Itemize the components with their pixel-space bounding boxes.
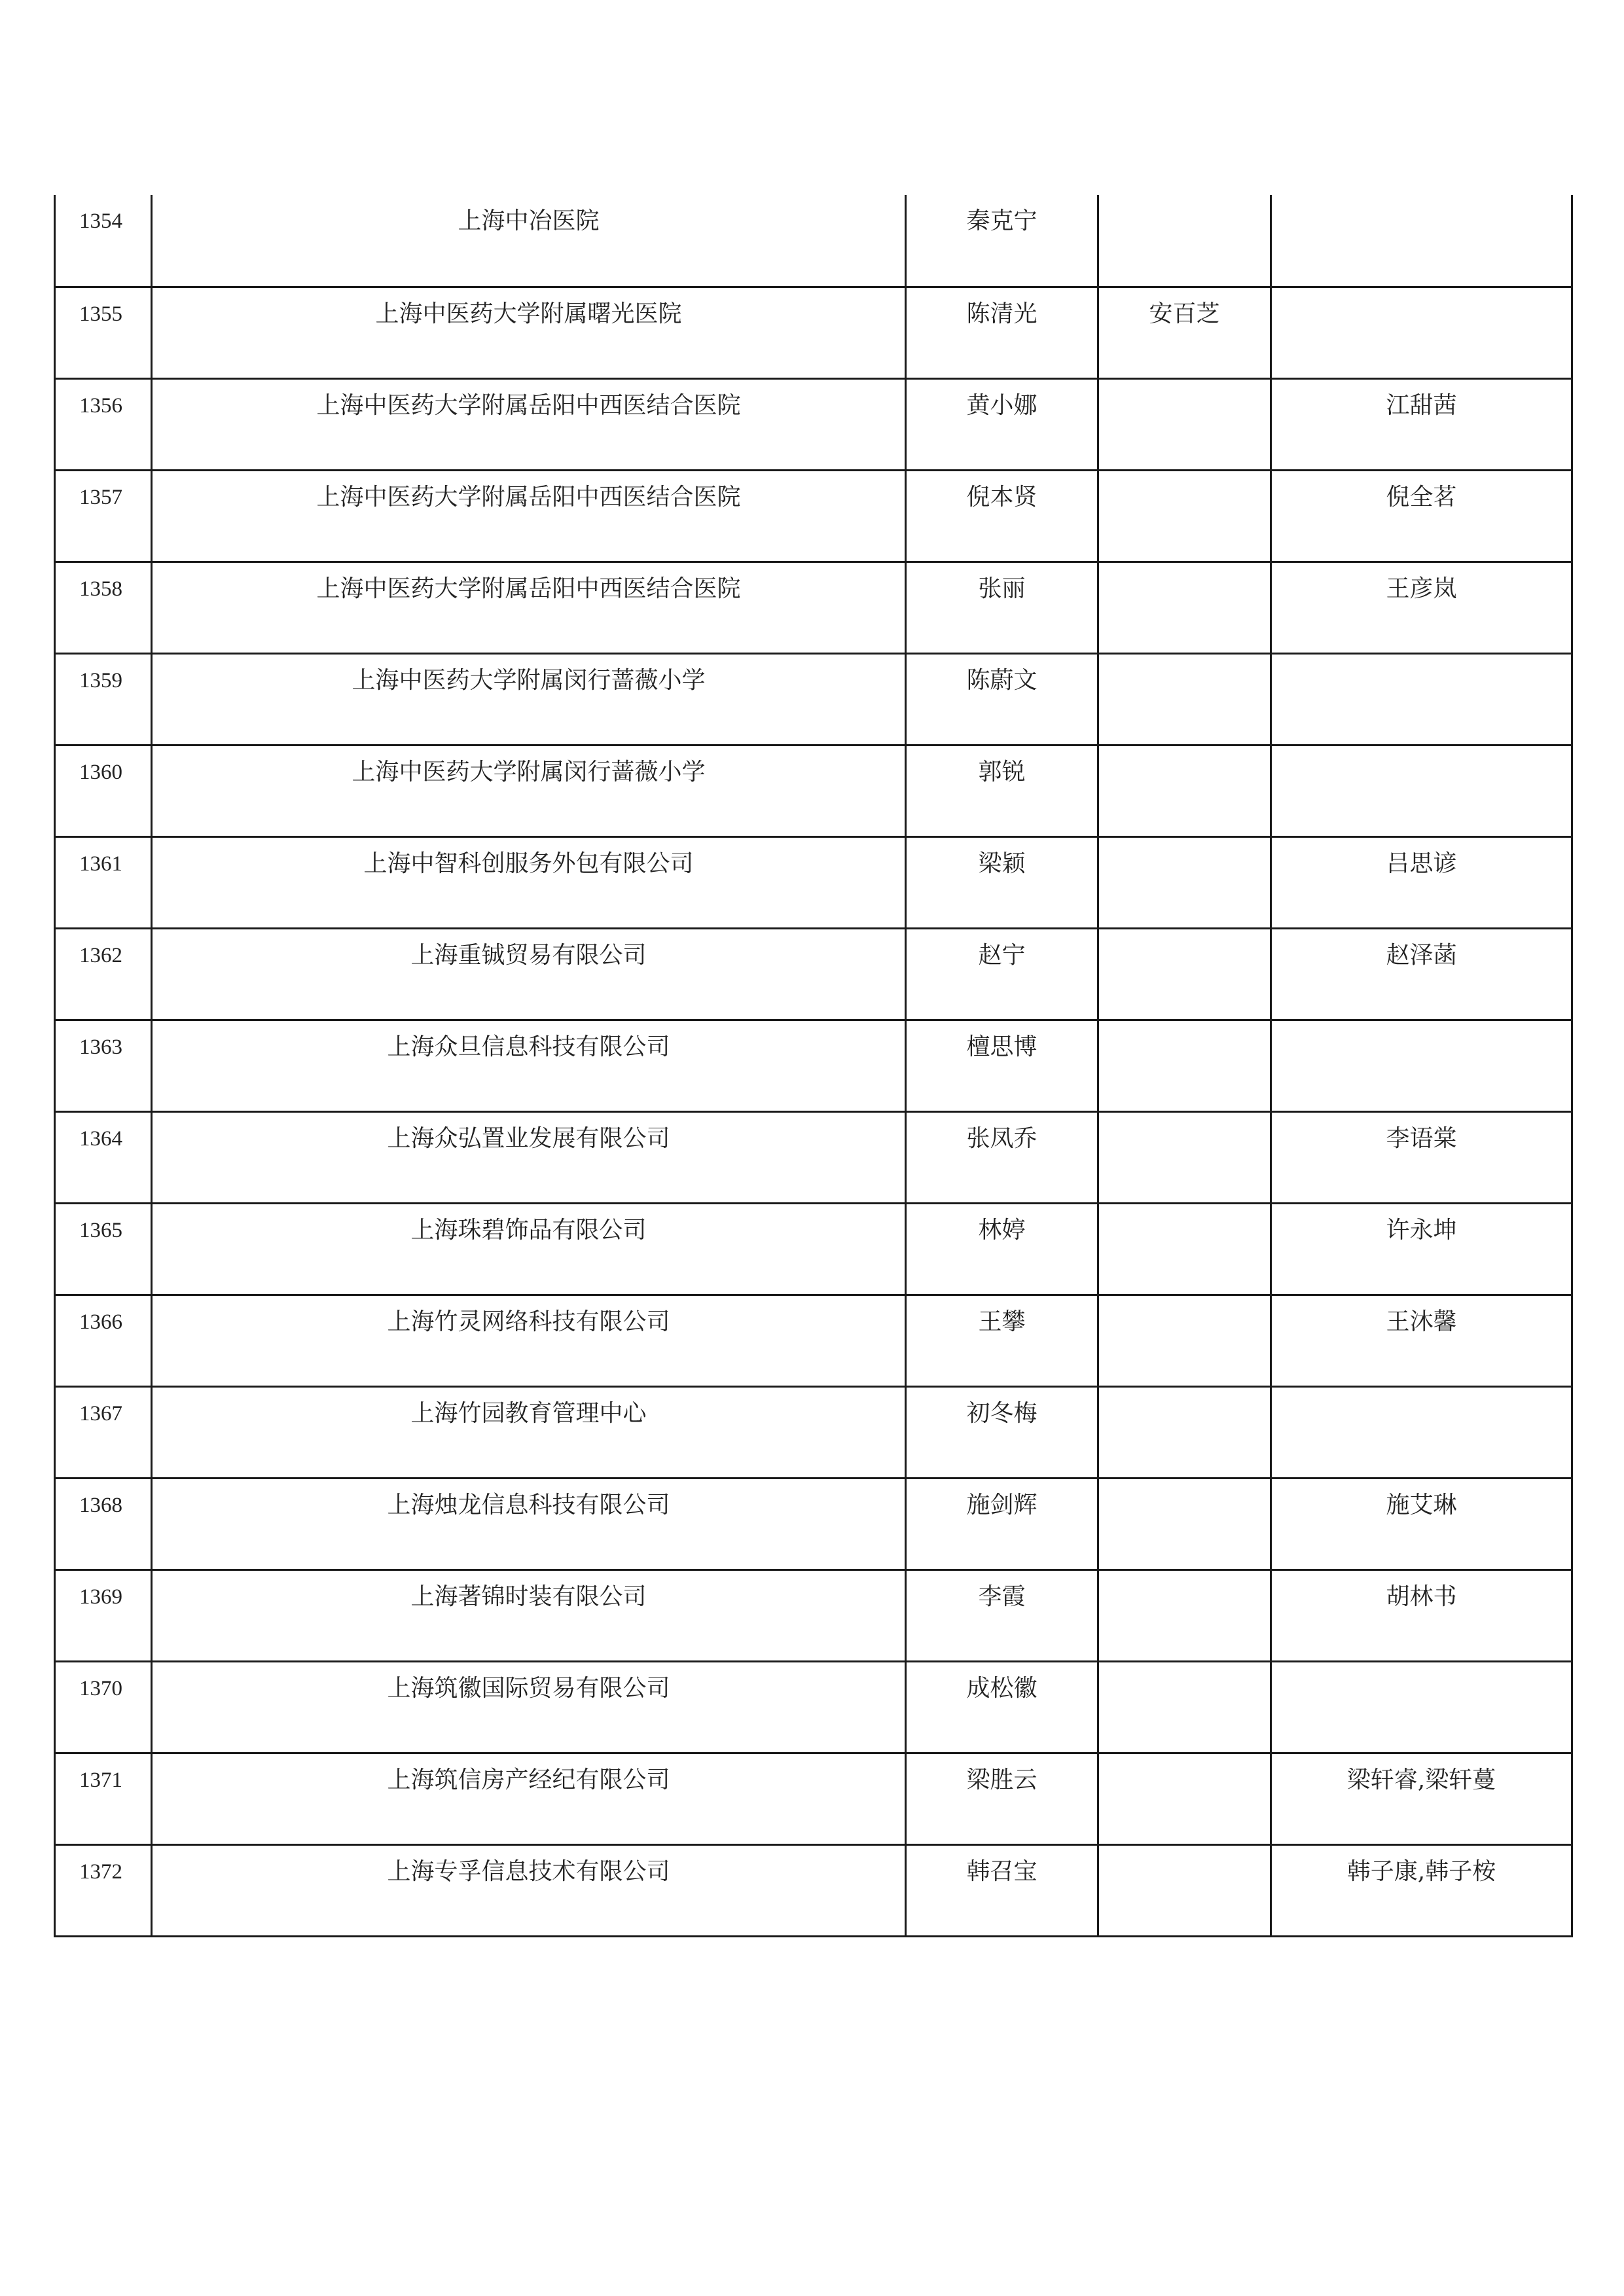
cell-column-4 xyxy=(1098,1478,1271,1570)
table-row xyxy=(55,470,1572,562)
cell-number-text: 1366 xyxy=(79,1310,122,1334)
cell-unit-text: 上海中医药大学附属曙光医院 xyxy=(375,300,682,327)
table-row xyxy=(55,1295,1572,1386)
cell-number xyxy=(55,195,152,287)
cell-column-5-text: 施艾琳 xyxy=(1386,1491,1457,1518)
cell-unit-text: 上海众弘置业发展有限公司 xyxy=(387,1124,670,1152)
table-row xyxy=(55,287,1572,378)
cell-unit xyxy=(152,836,906,928)
cell-unit xyxy=(152,1111,906,1203)
cell-name-text: 王攀 xyxy=(978,1308,1026,1335)
cell-column-4-text xyxy=(1099,563,1270,575)
cell-number xyxy=(55,1478,152,1570)
cell-number xyxy=(55,928,152,1020)
cell-number xyxy=(55,378,152,470)
cell-number-text: 1372 xyxy=(79,1859,122,1884)
table-row xyxy=(55,928,1572,1020)
cell-unit-text: 上海中冶医院 xyxy=(458,207,600,234)
cell-name-text: 施剑辉 xyxy=(966,1491,1038,1518)
cell-number xyxy=(55,1844,152,1936)
cell-unit xyxy=(152,1295,906,1386)
cell-column-5 xyxy=(1271,1753,1572,1844)
cell-column-5 xyxy=(1271,1020,1572,1111)
cell-name xyxy=(906,470,1098,562)
cell-column-4-text xyxy=(1099,655,1270,666)
cell-name-text: 陈蔚文 xyxy=(966,666,1038,694)
cell-unit-text: 上海筑信房产经纪有限公司 xyxy=(387,1766,670,1793)
table-row xyxy=(55,1570,1572,1661)
cell-name-text: 黄小娜 xyxy=(966,391,1038,419)
cell-name-text: 张凤乔 xyxy=(966,1124,1038,1152)
cell-number-text: 1364 xyxy=(79,1126,122,1151)
cell-column-4 xyxy=(1098,653,1271,745)
cell-number-text: 1358 xyxy=(79,577,122,601)
cell-number-text: 1370 xyxy=(79,1676,122,1700)
cell-column-5-text: 吕思谚 xyxy=(1386,850,1457,877)
cell-column-5-text: 倪全茗 xyxy=(1386,483,1457,511)
cell-column-5-text: 赵泽菡 xyxy=(1386,941,1457,969)
cell-column-5-text: 韩子康,韩子桉 xyxy=(1346,1857,1496,1885)
cell-column-4 xyxy=(1098,287,1271,378)
cell-name-text: 张丽 xyxy=(978,575,1026,602)
cell-number-text: 1367 xyxy=(79,1401,122,1426)
cell-column-4-text xyxy=(1099,1662,1270,1674)
cell-column-5-text: 江甜茜 xyxy=(1386,391,1457,419)
table-row xyxy=(55,1386,1572,1478)
cell-column-4 xyxy=(1098,1020,1271,1111)
table-row xyxy=(55,195,1572,287)
cell-column-4-text xyxy=(1099,1388,1270,1399)
cell-unit xyxy=(152,1386,906,1478)
cell-name-text: 陈清光 xyxy=(966,300,1038,327)
cell-name-text: 秦克宁 xyxy=(966,207,1038,234)
cell-name xyxy=(906,1295,1098,1386)
cell-column-5 xyxy=(1271,836,1572,928)
cell-number-text: 1371 xyxy=(79,1768,122,1792)
cell-column-5-text: 许永坤 xyxy=(1386,1216,1457,1244)
table-row xyxy=(55,653,1572,745)
cell-column-5 xyxy=(1271,562,1572,653)
cell-unit-text: 上海筑徽国际贸易有限公司 xyxy=(387,1674,670,1702)
cell-column-5 xyxy=(1271,195,1572,287)
cell-column-5 xyxy=(1271,1661,1572,1753)
cell-column-4-text xyxy=(1099,929,1270,941)
cell-column-5 xyxy=(1271,653,1572,745)
cell-number xyxy=(55,1753,152,1844)
cell-unit xyxy=(152,1844,906,1936)
cell-name xyxy=(906,745,1098,836)
cell-column-5-text xyxy=(1272,1021,1571,1033)
cell-unit xyxy=(152,928,906,1020)
cell-name xyxy=(906,562,1098,653)
cell-column-4-text xyxy=(1099,195,1270,207)
cell-column-4 xyxy=(1098,1844,1271,1936)
cell-column-4 xyxy=(1098,1753,1271,1844)
cell-name xyxy=(906,653,1098,745)
cell-number-text: 1362 xyxy=(79,943,122,967)
cell-unit xyxy=(152,195,906,287)
cell-column-4-text xyxy=(1099,746,1270,758)
cell-name-text: 郭锐 xyxy=(978,758,1026,785)
cell-column-4-text: 安百芝 xyxy=(1149,300,1220,327)
table-row xyxy=(55,1844,1572,1936)
cell-name xyxy=(906,1661,1098,1753)
cell-unit-text: 上海珠碧饰品有限公司 xyxy=(410,1216,647,1244)
cell-column-4-text xyxy=(1099,1021,1270,1033)
cell-column-5 xyxy=(1271,1111,1572,1203)
cell-column-4-text xyxy=(1099,838,1270,850)
cell-column-4-text xyxy=(1099,1571,1270,1583)
cell-unit-text: 上海烛龙信息科技有限公司 xyxy=(387,1491,670,1518)
cell-number-text: 1355 xyxy=(79,302,122,326)
table-row xyxy=(55,378,1572,470)
cell-column-4-text xyxy=(1099,1296,1270,1308)
cell-column-5-text xyxy=(1272,288,1571,300)
cell-column-4 xyxy=(1098,562,1271,653)
cell-unit xyxy=(152,1570,906,1661)
cell-unit xyxy=(152,1478,906,1570)
cell-unit xyxy=(152,745,906,836)
cell-column-5 xyxy=(1271,470,1572,562)
cell-column-5 xyxy=(1271,745,1572,836)
cell-number xyxy=(55,653,152,745)
cell-unit-text: 上海中医药大学附属闵行蔷薇小学 xyxy=(352,758,706,785)
cell-number xyxy=(55,1111,152,1203)
cell-column-5 xyxy=(1271,1295,1572,1386)
cell-name xyxy=(906,836,1098,928)
cell-column-5-text xyxy=(1272,746,1571,758)
cell-column-4-text xyxy=(1099,1846,1270,1857)
cell-column-5 xyxy=(1271,1844,1572,1936)
cell-name-text: 韩召宝 xyxy=(966,1857,1038,1885)
cell-name xyxy=(906,1386,1098,1478)
cell-unit-text: 上海著锦时装有限公司 xyxy=(410,1583,647,1610)
cell-column-5-text xyxy=(1272,195,1571,207)
cell-name xyxy=(906,1111,1098,1203)
cell-unit xyxy=(152,1203,906,1295)
cell-number-text: 1368 xyxy=(79,1493,122,1517)
cell-unit-text: 上海重铖贸易有限公司 xyxy=(410,941,647,969)
cell-column-4 xyxy=(1098,1386,1271,1478)
table-row xyxy=(55,1753,1572,1844)
cell-column-5-text: 王彦岚 xyxy=(1386,575,1457,602)
cell-column-5 xyxy=(1271,378,1572,470)
cell-number-text: 1357 xyxy=(79,485,122,509)
cell-number-text: 1360 xyxy=(79,760,122,784)
cell-unit-text: 上海中医药大学附属岳阳中西医结合医院 xyxy=(316,391,741,419)
cell-name xyxy=(906,928,1098,1020)
cell-column-4 xyxy=(1098,195,1271,287)
cell-column-4 xyxy=(1098,1570,1271,1661)
cell-column-5-text: 王沐馨 xyxy=(1386,1308,1457,1335)
table-row xyxy=(55,562,1572,653)
cell-column-4-text xyxy=(1099,1113,1270,1124)
cell-name-text: 李霞 xyxy=(978,1583,1026,1610)
cell-unit xyxy=(152,470,906,562)
cell-number xyxy=(55,1295,152,1386)
cell-unit-text: 上海中医药大学附属岳阳中西医结合医院 xyxy=(316,483,741,511)
cell-name xyxy=(906,1570,1098,1661)
cell-number xyxy=(55,562,152,653)
cell-unit xyxy=(152,378,906,470)
cell-name-text: 梁颖 xyxy=(978,850,1026,877)
cell-column-5-text: 梁轩睿,梁轩蔓 xyxy=(1346,1766,1496,1793)
cell-column-5-text xyxy=(1272,655,1571,666)
cell-unit xyxy=(152,562,906,653)
table-row xyxy=(55,1661,1572,1753)
table-row xyxy=(55,1020,1572,1111)
cell-name-text: 倪本贤 xyxy=(966,483,1038,511)
cell-number-text: 1361 xyxy=(79,852,122,876)
cell-number-text: 1363 xyxy=(79,1035,122,1059)
table-row xyxy=(55,1203,1572,1295)
cell-column-4 xyxy=(1098,745,1271,836)
cell-unit-text: 上海中医药大学附属闵行蔷薇小学 xyxy=(352,666,706,694)
cell-unit xyxy=(152,653,906,745)
cell-column-5-text xyxy=(1272,1388,1571,1399)
cell-number xyxy=(55,1386,152,1478)
cell-unit xyxy=(152,1020,906,1111)
cell-name-text: 梁胜云 xyxy=(966,1766,1038,1793)
cell-number xyxy=(55,1020,152,1111)
table-row xyxy=(55,1111,1572,1203)
cell-column-5-text: 胡林书 xyxy=(1386,1583,1457,1610)
cell-unit-text: 上海中医药大学附属岳阳中西医结合医院 xyxy=(316,575,741,602)
records-table-body xyxy=(55,195,1572,1936)
cell-column-5 xyxy=(1271,1570,1572,1661)
cell-column-4-text xyxy=(1099,1754,1270,1766)
cell-unit xyxy=(152,287,906,378)
cell-column-4 xyxy=(1098,836,1271,928)
cell-number-text: 1356 xyxy=(79,393,122,418)
cell-name-text: 成松徽 xyxy=(966,1674,1038,1702)
cell-column-4 xyxy=(1098,1295,1271,1386)
cell-column-5 xyxy=(1271,928,1572,1020)
cell-number-text: 1359 xyxy=(79,668,122,692)
cell-number xyxy=(55,1661,152,1753)
cell-name-text: 初冬梅 xyxy=(966,1399,1038,1427)
cell-unit xyxy=(152,1661,906,1753)
cell-column-4-text xyxy=(1099,380,1270,391)
cell-name xyxy=(906,378,1098,470)
cell-name xyxy=(906,195,1098,287)
cell-number-text: 1354 xyxy=(79,209,122,233)
cell-number xyxy=(55,470,152,562)
cell-number xyxy=(55,836,152,928)
cell-column-5-text xyxy=(1272,1662,1571,1674)
cell-column-5-text: 李语棠 xyxy=(1386,1124,1457,1152)
cell-name xyxy=(906,1020,1098,1111)
cell-column-4 xyxy=(1098,378,1271,470)
table-row xyxy=(55,836,1572,928)
cell-column-4-text xyxy=(1099,1479,1270,1491)
cell-column-4 xyxy=(1098,1661,1271,1753)
cell-unit-text: 上海众旦信息科技有限公司 xyxy=(387,1033,670,1060)
cell-column-4 xyxy=(1098,928,1271,1020)
cell-number-text: 1369 xyxy=(79,1585,122,1609)
cell-number xyxy=(55,287,152,378)
cell-unit-text: 上海竹园教育管理中心 xyxy=(410,1399,647,1427)
table-row xyxy=(55,745,1572,836)
cell-number xyxy=(55,745,152,836)
cell-number xyxy=(55,1203,152,1295)
cell-unit-text: 上海竹灵网络科技有限公司 xyxy=(387,1308,670,1335)
cell-name-text: 檀思博 xyxy=(966,1033,1038,1060)
cell-name xyxy=(906,287,1098,378)
cell-column-5 xyxy=(1271,1478,1572,1570)
cell-column-5 xyxy=(1271,1386,1572,1478)
cell-column-4 xyxy=(1098,470,1271,562)
cell-name xyxy=(906,1478,1098,1570)
cell-name xyxy=(906,1753,1098,1844)
table-row xyxy=(55,1478,1572,1570)
cell-unit xyxy=(152,1753,906,1844)
cell-column-5 xyxy=(1271,1203,1572,1295)
cell-column-4 xyxy=(1098,1203,1271,1295)
cell-unit-text: 上海中智科创服务外包有限公司 xyxy=(363,850,694,877)
cell-name-text: 赵宁 xyxy=(978,941,1026,969)
records-table xyxy=(54,195,1573,1937)
cell-column-4-text xyxy=(1099,1204,1270,1216)
cell-column-4-text xyxy=(1099,471,1270,483)
cell-number xyxy=(55,1570,152,1661)
cell-unit-text: 上海专孚信息技术有限公司 xyxy=(387,1857,670,1885)
cell-name xyxy=(906,1203,1098,1295)
cell-number-text: 1365 xyxy=(79,1218,122,1242)
cell-column-4 xyxy=(1098,1111,1271,1203)
cell-name-text: 林婷 xyxy=(978,1216,1026,1244)
cell-column-5 xyxy=(1271,287,1572,378)
cell-name xyxy=(906,1844,1098,1936)
